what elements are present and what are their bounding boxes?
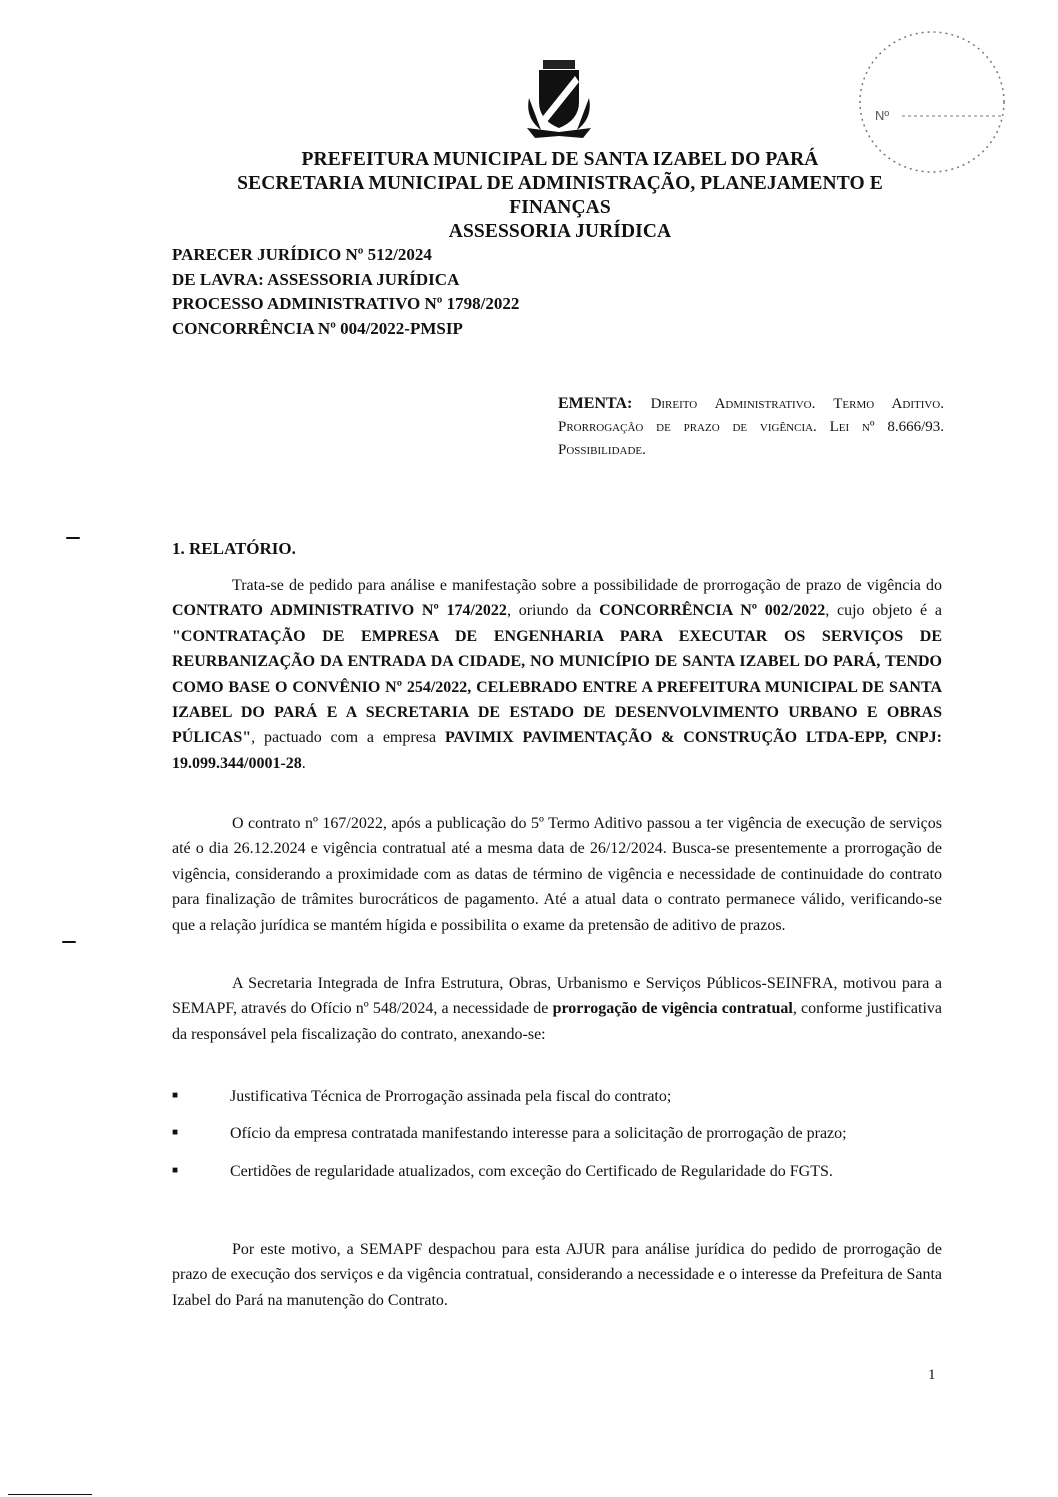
p3-emphasis: prorrogação de vigência contratual xyxy=(552,1000,793,1018)
page-number: 1 xyxy=(928,1367,936,1383)
section-title-relatorio: 1. RELATÓRIO. xyxy=(172,539,296,558)
p4-text: Por este motivo, a SEMAPF despachou para esta AJUR para análise jurídica do pedido de prorrogação de prazo de execução dos serviços e da vigência contratual, considerando a necessidade e o interesse da Prefeitura de Santa Izabel do Pará na manutenção do Contrato. xyxy=(172,1241,942,1309)
ementa xyxy=(558,392,944,462)
list-item xyxy=(172,1083,942,1109)
p3-text: A Secretaria Integrada de Infra Estrutura, Obras, Urbanismo e Serviços Públicos-SEINFRA, motivou para a SEMAPF, através do Ofício nº 548/2024, a necessidade de xyxy=(172,975,942,1018)
paragraph-3 xyxy=(172,971,942,1047)
paragraph-1 xyxy=(172,573,942,776)
parecer-number: PARECER JURÍDICO Nº 512/2024 xyxy=(172,245,432,264)
processo-number: PROCESSO ADMINISTRATIVO Nº 1798/2022 xyxy=(172,294,520,313)
document-metadata xyxy=(172,243,519,341)
p1-text: Trata-se de pedido para análise e manifestação sobre a possibilidade de prorrogação de prazo de vigência do xyxy=(232,577,942,594)
footnote-divider xyxy=(8,1494,92,1495)
letterhead xyxy=(200,148,920,244)
concorrencia-ref: CONCORRÊNCIA Nº 002/2022 xyxy=(599,602,826,620)
attachments-list xyxy=(172,1083,942,1195)
bullet-square-icon: ■ xyxy=(172,1127,179,1139)
municipal-coat-of-arms-icon xyxy=(523,58,595,140)
ementa-text: Direito Administrativo. Termo Aditivo. Prorrogação de prazo de vigência. Lei nº 8.666/93. Possibilidade. xyxy=(558,396,945,458)
concorrencia-number: CONCORRÊNCIA Nº 004/2022-PMSIP xyxy=(172,318,463,338)
ementa-label: EMENTA: xyxy=(558,395,633,412)
p1-text: , pactuado com a empresa xyxy=(251,729,445,747)
company-name: PAVIMIX PAVIMENTAÇÃO & CONSTRUÇÃO LTDA-EPP, CNPJ: 19.099.344/0001-28 xyxy=(172,729,942,772)
lavra: DE LAVRA: ASSESSORIA JURÍDICA xyxy=(172,269,460,289)
list-item-text: Certidões de regularidade atualizados, com exceção do Certificado de Regularidade do FGTS. xyxy=(230,1162,833,1180)
list-item xyxy=(172,1120,942,1146)
contract-object: "CONTRATAÇÃO DE EMPRESA DE ENGENHARIA PARA EXECUTAR OS SERVIÇOS DE REURBANIZAÇÃO DA ENTRADA DA CIDADE, NO MUNICÍPIO DE SANTA IZABEL DO PARÁ, TENDO COMO BASE O CONVÊNIO Nº 254/2022, CELEBRADO ENTRE A PREFEITURA MUNICIPAL DE SANTA IZABEL DO PARÁ E A SECRETARIA DE ESTADO DE DESENVOLVIMENTO URBANO E OBRAS PÚLICAS" xyxy=(172,627,942,747)
margin-mark xyxy=(66,537,80,539)
letterhead-assessoria: ASSESSORIA JURÍDICA xyxy=(448,221,672,242)
p3-text: , conforme justificativa da responsável pela fiscalização do contrato, anexando-se: xyxy=(172,1000,943,1043)
list-item xyxy=(172,1158,942,1184)
p1-text: . xyxy=(301,754,306,772)
margin-mark xyxy=(62,941,76,943)
letterhead-prefeitura: PREFEITURA MUNICIPAL DE SANTA IZABEL DO PARÁ xyxy=(301,149,819,170)
p1-text: , oriundo da xyxy=(506,602,600,620)
letterhead-secretaria: SECRETARIA MUNICIPAL DE ADMINISTRAÇÃO, PLANEJAMENTO E FINANÇAS xyxy=(237,173,883,218)
list-item-text: Justificativa Técnica de Prorrogação assinada pela fiscal do contrato; xyxy=(230,1088,672,1105)
contract-number: CONTRATO ADMINISTRATIVO Nº 174/2022 xyxy=(172,602,507,620)
paragraph-2 xyxy=(172,811,942,938)
p2-text: O contrato nº 167/2022, após a publicação do 5º Termo Aditivo passou a ter vigência de execução de serviços até o dia 26.12.2024 e vigência contratual até a mesma data de 26/12/2024. Busca-se presentemente a prorrogação de vigência, considerando a proximidade com as datas de término de vigência e necessidade de continuidade do contrato para finalização de trâmites burocráticos de pagamento. Até a atual data o contrato permanece válido, verificando-se que a relação jurídica se mantém hígida e possibilita o exame da pretensão de aditivo de prazos. xyxy=(172,815,942,934)
bullet-square-icon: ■ xyxy=(172,1090,179,1101)
paragraph-4 xyxy=(172,1237,942,1313)
bullet-square-icon: ■ xyxy=(172,1164,179,1176)
p1-text: , cujo objeto é a xyxy=(825,602,943,620)
list-item-text: Ofício da empresa contratada manifestando interesse para a solicitação de prorrogação de prazo; xyxy=(230,1125,847,1143)
stamp-number-label: Nº xyxy=(875,108,890,123)
